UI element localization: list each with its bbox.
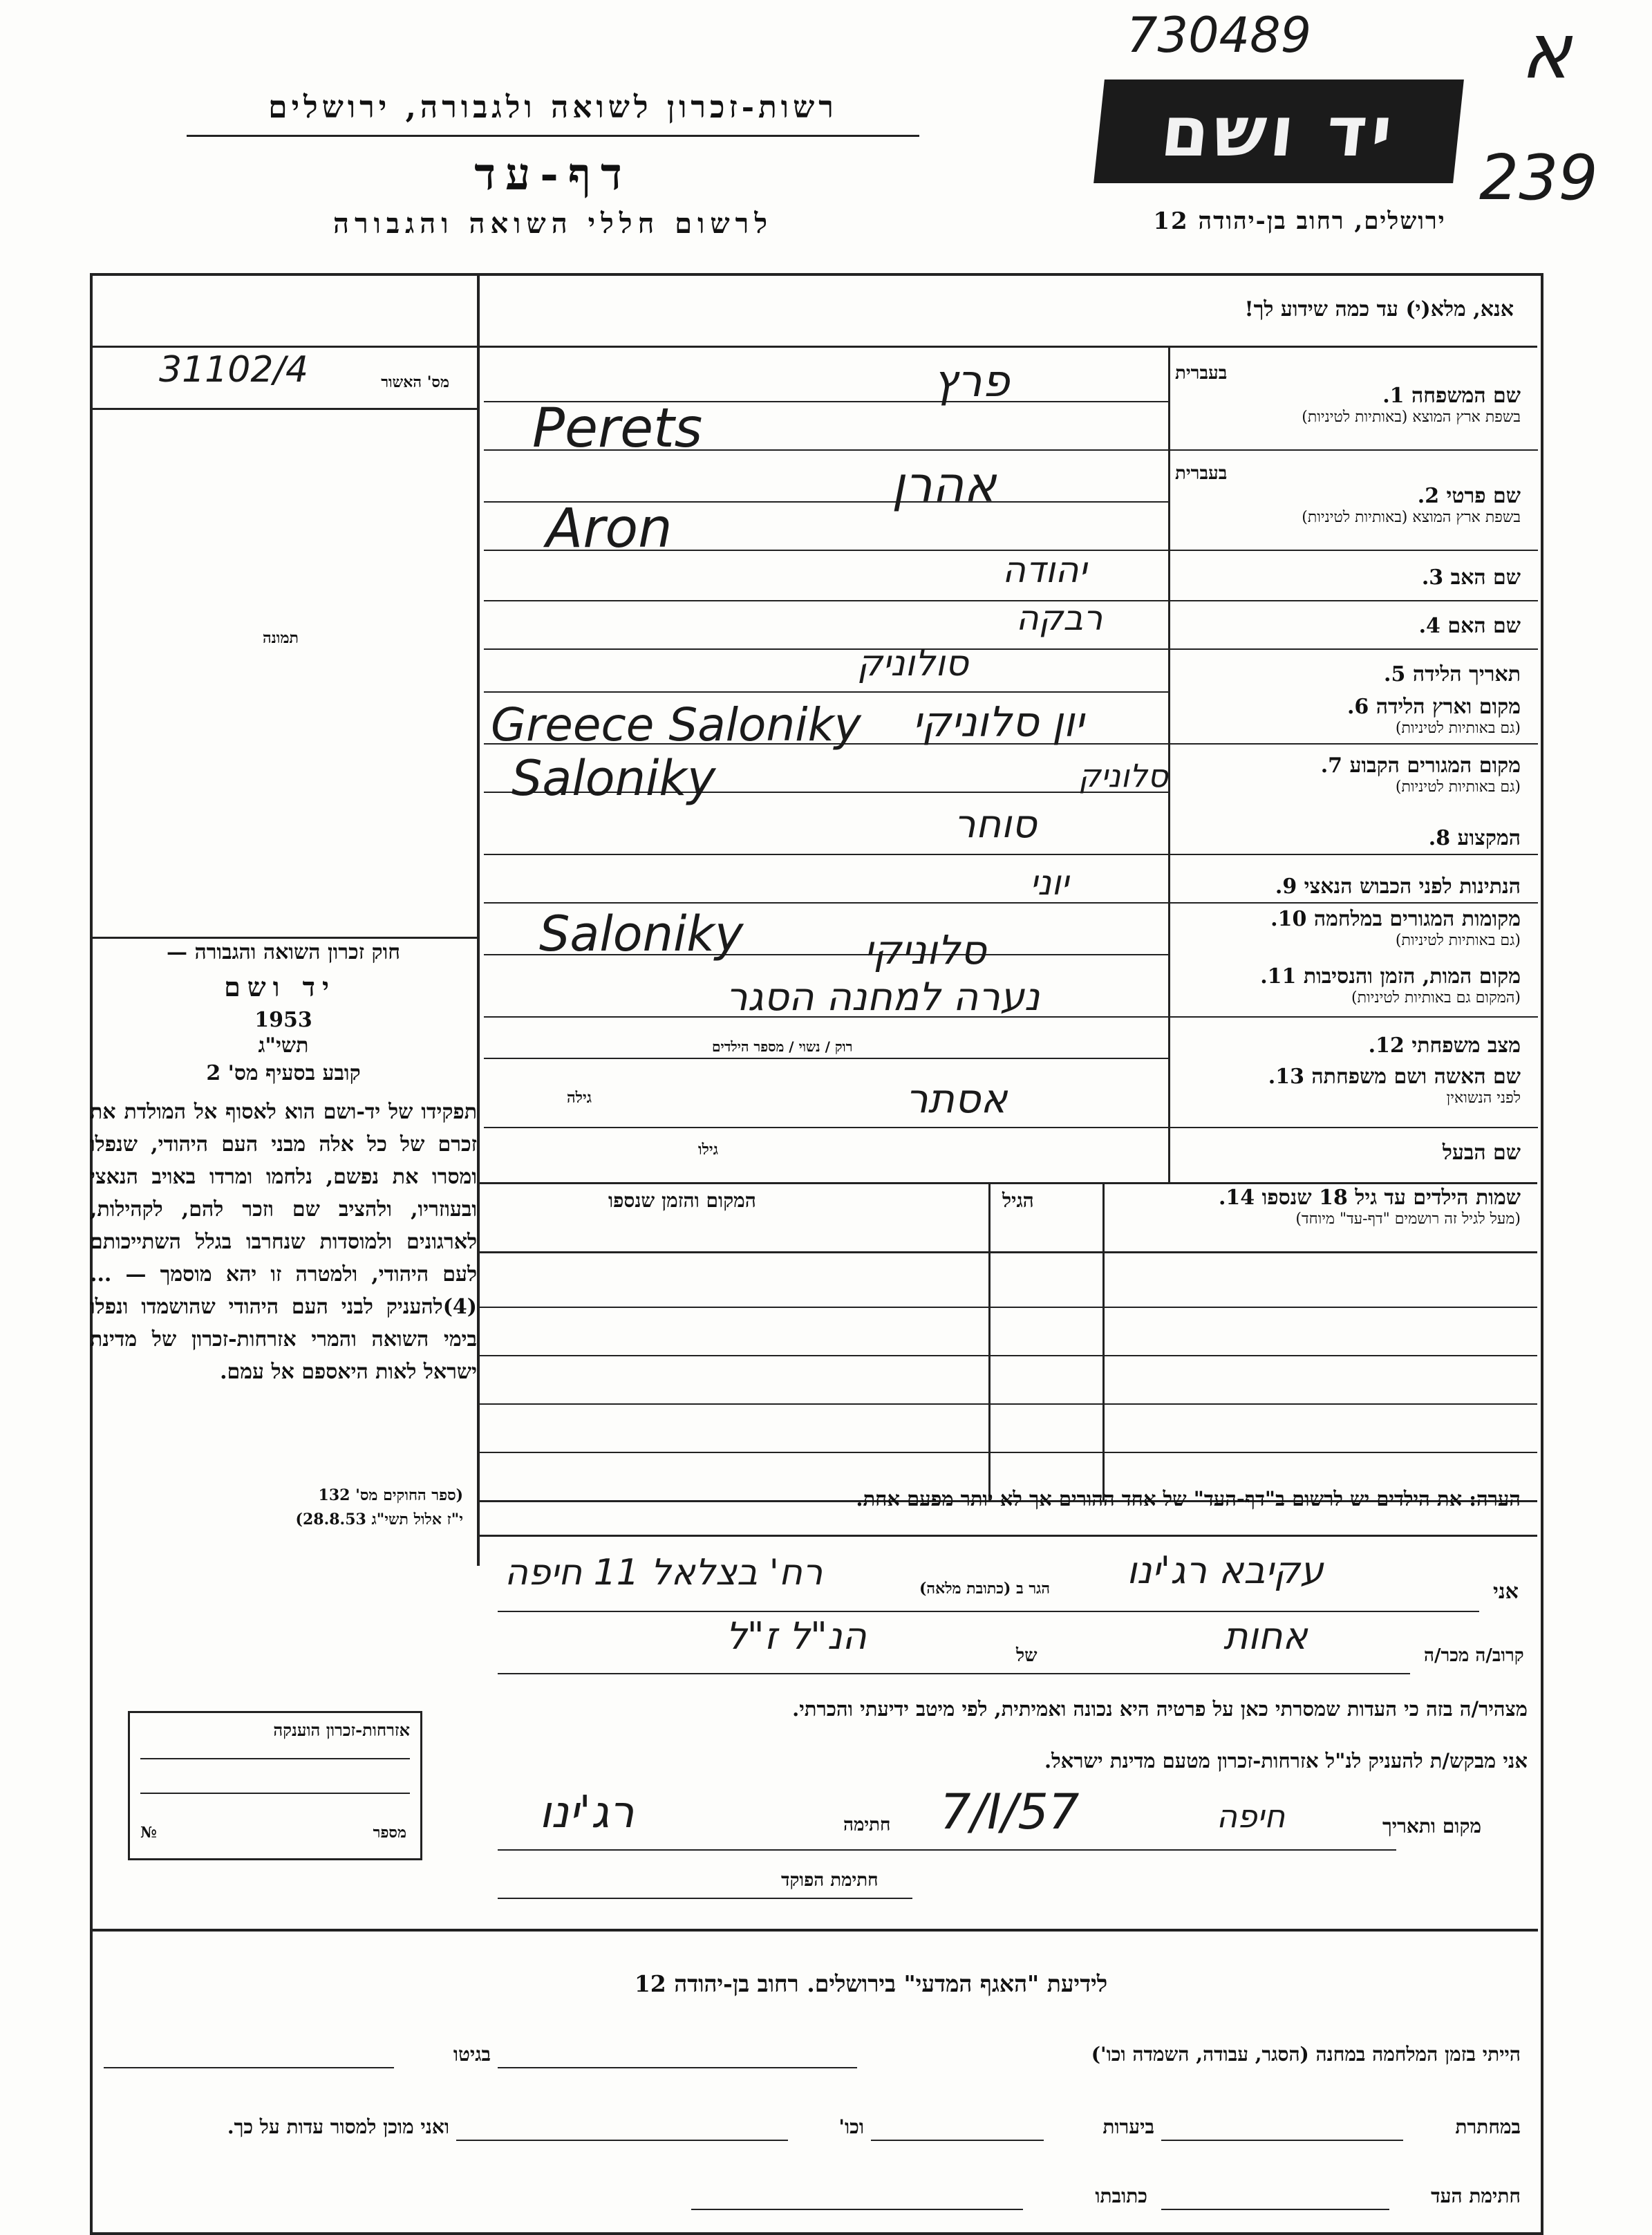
witness-address-label: הגר ב (כתובת מלאה) bbox=[919, 1580, 1051, 1598]
page-title: דף-עד bbox=[474, 149, 632, 200]
witness-i-label: אני bbox=[1493, 1580, 1519, 1604]
field-label-7-text: מקום המגורים הקבוע bbox=[1349, 754, 1521, 778]
relation-label: קרוב/ה מכר/ה bbox=[1424, 1645, 1524, 1666]
field-value-8-heb: סוחר bbox=[954, 802, 1037, 847]
field-num-3: 3. bbox=[1421, 565, 1444, 590]
field-label-4 bbox=[1175, 614, 1521, 638]
intro-text: אנא, מלא(י) עד כמה שידוע לך! bbox=[1244, 297, 1514, 321]
field-label-6 bbox=[1175, 695, 1521, 737]
field-label-4-text: שם האם bbox=[1447, 614, 1521, 638]
field-num-5: 5. bbox=[1384, 662, 1406, 686]
field-label-husband bbox=[1175, 1141, 1521, 1165]
field-label-1-text: שם המשפחה bbox=[1411, 384, 1521, 408]
field-value-1-latin: Perets bbox=[532, 398, 703, 460]
footer-line1-a: הייתי בזמן המלחמה במחנה (הסגר, עבודה, השמדה וכו') bbox=[1091, 2043, 1521, 2066]
of-value: הנ"ל ז"ל bbox=[726, 1614, 867, 1658]
field-label-10 bbox=[1175, 907, 1521, 949]
field-sub-2: בשפת ארץ המוצא (באותיות לטיניות) bbox=[1302, 509, 1521, 526]
field-sub-1: בשפת ארץ המוצא (באותיות לטיניות) bbox=[1302, 409, 1521, 426]
law-year: 1953 bbox=[254, 1008, 312, 1032]
field-label-6-text: מקום וארץ הלידה bbox=[1376, 695, 1521, 719]
field-value-10-latin: Saloniky bbox=[539, 906, 744, 962]
law-reference-2: י"ז אלול תשי"ג 28.8.53) bbox=[295, 1511, 463, 1528]
footer-line2-b: ביערות bbox=[1102, 2115, 1154, 2138]
marital-options: רוק / נשוי / מספר הילדים bbox=[712, 1038, 853, 1055]
witness-name: עקיבא רג'ינו bbox=[1127, 1549, 1324, 1592]
footer-line1-b: בגיטו bbox=[453, 2043, 491, 2066]
field-label-7 bbox=[1175, 754, 1521, 796]
field-label-husband-text: שם הבעל bbox=[1442, 1141, 1521, 1165]
field-value-4-heb: רבקה bbox=[1016, 598, 1103, 638]
field-num-8: 8. bbox=[1428, 826, 1451, 850]
officer-signature-label: חתימת הפוקד bbox=[781, 1870, 879, 1891]
field-num-4: 4. bbox=[1418, 614, 1440, 638]
children-num: 14. bbox=[1218, 1186, 1255, 1210]
stamp-no-label: № bbox=[140, 1824, 157, 1842]
field-value-7-heb: סלוניק bbox=[1078, 757, 1168, 794]
field-label-3-text: שם האב bbox=[1450, 565, 1521, 590]
field-label-1 bbox=[1175, 363, 1521, 426]
field-label-10-text: מקומות המגורים במלחמה bbox=[1313, 907, 1521, 931]
place-date-label: מקום ותאריך bbox=[1382, 1815, 1482, 1837]
law-year-heb: תשי"ג bbox=[258, 1034, 309, 1058]
memorial-citizenship-stamp bbox=[128, 1711, 422, 1860]
field-label-8 bbox=[1175, 826, 1521, 850]
request-text: אני מבקש/ת להעניק לנ"ל אזרחות-זכרון מטעם מדינת ישראל. bbox=[1044, 1749, 1528, 1773]
law-reference-1: (ספר החוקים מס' 132 bbox=[318, 1486, 463, 1504]
field-label-3 bbox=[1175, 565, 1521, 590]
field-num-9: 9. bbox=[1275, 875, 1297, 899]
archive-number: 730489 bbox=[1127, 7, 1312, 64]
law-title: חוק זכרון השואה והגבורה — bbox=[167, 940, 400, 964]
field-label-8-text: המקצוע bbox=[1457, 826, 1521, 850]
footer-line2-a: במחתרת bbox=[1455, 2115, 1521, 2138]
witness-signature-label: חתימת העד bbox=[1431, 2185, 1521, 2207]
field-label-2-text: שם פרטי bbox=[1446, 484, 1521, 508]
field-value-11-heb: נערה למחנה הסגר bbox=[726, 975, 1040, 1020]
field-num-1: 1. bbox=[1382, 384, 1405, 408]
witness-signature: רג'ינו bbox=[539, 1787, 635, 1838]
children-sub: (מעל לגיל זה רושמים "דף-עד" מיוחד) bbox=[1295, 1210, 1521, 1228]
relation-value: אחות bbox=[1223, 1614, 1308, 1658]
photo-label: תמונה bbox=[263, 629, 299, 647]
field-hebrew-tag-1: בעברית bbox=[1175, 363, 1228, 384]
registration-label: מס' האשור bbox=[381, 373, 449, 391]
field-sub-10: (גם באותיות לטיניות) bbox=[1395, 932, 1521, 949]
field-hebrew-tag-2: בעברית bbox=[1175, 463, 1228, 484]
field-num-7: 7. bbox=[1320, 754, 1343, 778]
field-label-9 bbox=[1175, 875, 1521, 899]
field-label-2 bbox=[1175, 463, 1521, 526]
law-logo: יד ושם bbox=[224, 971, 336, 1002]
field-value-3-heb: יהודה bbox=[1002, 550, 1087, 591]
children-col-place: המקום והזמן שנספו bbox=[608, 1189, 756, 1212]
children-note: הערה: את הילדים יש לרשום ב"דף-העד" של אחד ההורים אך לא יותר מפעם אחת. bbox=[856, 1487, 1521, 1511]
field-label-5 bbox=[1175, 662, 1521, 686]
stamp-number-label: מספר bbox=[373, 1824, 406, 1842]
field-num-6: 6. bbox=[1346, 695, 1369, 719]
field-value-6-latin: Greece Saloniky bbox=[491, 698, 861, 751]
field-label-5-text: תאריך הלידה bbox=[1412, 662, 1521, 686]
witness-address-footer-label: כתובתו bbox=[1095, 2185, 1147, 2207]
date-value: 7/I/57 bbox=[940, 1784, 1080, 1840]
field-label-13 bbox=[1175, 1065, 1521, 1107]
registration-number: 31102/4 bbox=[159, 349, 309, 391]
place-value: חיפה bbox=[1217, 1797, 1286, 1835]
field-num-2: 2. bbox=[1417, 484, 1440, 508]
header-org: רשות-זכרון לשואה ולגבורה, ירושלים bbox=[268, 90, 838, 125]
field-value-9-heb: יוני bbox=[1030, 863, 1069, 903]
field-num-12: 12. bbox=[1368, 1034, 1405, 1058]
field-label-13-text: שם האשה ושם משפחתה bbox=[1311, 1065, 1521, 1089]
field-label-11-text: מקום המות, הזמן והנסיבות bbox=[1303, 964, 1521, 989]
yad-vashem-logo: יד ושם bbox=[1093, 80, 1464, 183]
field-label-11 bbox=[1175, 964, 1521, 1007]
law-text: תפקידו של יד-ושם הוא לאסוף אל המולדת את זכרם של כל אלה מבני העם היהודי, שנפלו ומסרו את נפשם, נלחמו ומרדו באויב הנאצי ובעוזריו, ולהציב שם וזכר להם, לקהילות, לארגונים ולמוסדות שנחרבו בגלל השתייכותם לעם היהודי, ולמטרה זו יהא מוסמך — ...(4)להעניק לבני העם היהודי שהושמדו ונפלו בימי השואה והמרי אזרחות-זכרון של מדינת ישראל לאות היאספם אל עמם. bbox=[90, 1100, 477, 1384]
footer-line2-c: וכו' bbox=[838, 2115, 864, 2138]
witness-address: רח' בצלאל 11 חיפה bbox=[505, 1552, 823, 1593]
footer-line2-d: ואני מוכן למסור עדות על כך. bbox=[227, 2115, 449, 2138]
header-address: ירושלים, רחוב בן-יהודה 12 bbox=[1153, 207, 1446, 235]
field-label-9-text: הנתינות לפני הכבוש הנאצי bbox=[1304, 875, 1521, 899]
children-col-age: הגיל bbox=[1002, 1189, 1034, 1212]
footer-title: לידיעת "האגף המדעי" בירושלים. רחוב בן-יהודה 12 bbox=[634, 1970, 1108, 1997]
field-num-13: 13. bbox=[1268, 1065, 1304, 1089]
children-label-text: שמות הילדים עד גיל 18 שנספו bbox=[1261, 1186, 1521, 1210]
field-sub-7: (גם באותיות לטיניות) bbox=[1395, 778, 1521, 796]
field-label-12-text: מצב משפחתי bbox=[1411, 1034, 1521, 1058]
field-sub-13: לפני הנשואין bbox=[1446, 1090, 1521, 1107]
field-sub-6: (גם באותיות לטיניות) bbox=[1395, 720, 1521, 737]
field-value-7-latin: Saloniky bbox=[511, 750, 716, 807]
stamp-title: אזרחות-זכרון הוענקה bbox=[273, 1720, 410, 1740]
header-subtitle: לרשום חללי השואה והגבורה bbox=[332, 207, 773, 240]
wife-age-label: גילה bbox=[567, 1089, 592, 1107]
field-num-10: 10. bbox=[1270, 907, 1307, 931]
field-value-1-heb: פרץ bbox=[933, 356, 1010, 407]
field-value-10-heb: סלוניקי bbox=[864, 926, 986, 973]
field-num-11: 11. bbox=[1260, 964, 1297, 989]
corner-number: 239 bbox=[1479, 142, 1598, 214]
field-sub-11: (המקום גם באותיות לטיניות) bbox=[1351, 989, 1521, 1007]
declaration-text: מצהיר/ה בזה כי העדות שמסרתי כאן על פרטיה היא נכונה ואמיתית, לפי מיטב ידיעתי והכרתי. bbox=[792, 1697, 1528, 1721]
children-label bbox=[1106, 1186, 1521, 1228]
corner-letter: א bbox=[1521, 7, 1572, 95]
law-section: קובע בסעיף מס' 2 bbox=[206, 1061, 361, 1085]
husband-age-label: גילו bbox=[698, 1141, 718, 1159]
of-label: של bbox=[1016, 1645, 1038, 1666]
field-value-6-heb: יון סלוניקי bbox=[912, 698, 1084, 747]
field-value-13-heb: אסתר bbox=[905, 1075, 1008, 1122]
field-value-2-latin: Aron bbox=[546, 498, 673, 560]
field-value-2-heb: אהרן bbox=[892, 456, 997, 513]
field-label-12 bbox=[1175, 1034, 1521, 1058]
signature-label: חתימה bbox=[843, 1815, 891, 1835]
field-value-5-heb: סולוניק bbox=[857, 643, 968, 684]
